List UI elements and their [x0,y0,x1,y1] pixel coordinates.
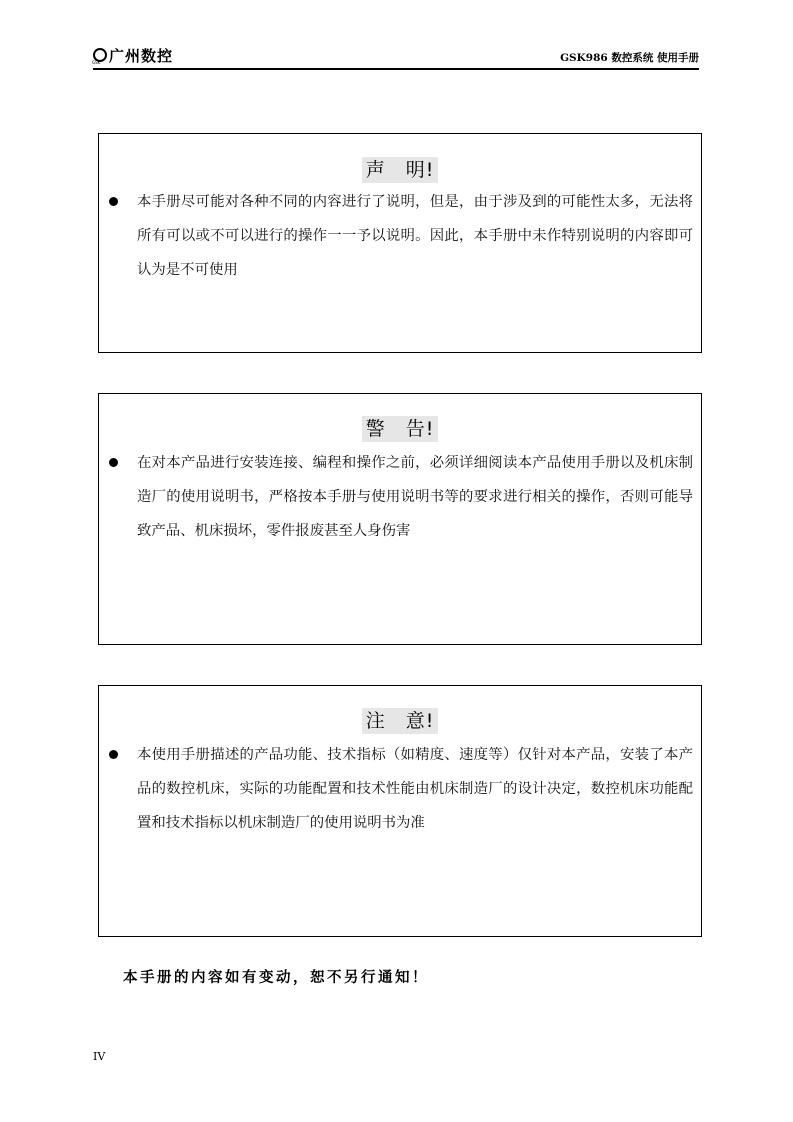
caution-box [98,685,702,937]
caution-heading: 注 意! [99,708,701,734]
bullet-icon [109,197,118,206]
document-title: GSK986 数控系统 使用手册 [560,52,699,64]
change-notice: 本手册的内容如有变动，恕不另行通知！ [123,970,429,986]
warning-heading: 警 告! [99,416,701,442]
bullet-icon [109,750,118,759]
company-logo [93,46,173,64]
caution-text: 本使用手册描述的产品功能、技术指标（如精度、速度等）仅针对本产品，安装了本产品的数控机床，实际的功能配置和技术性能由机床制造厂的设计决定，数控机床功能配置和技术指标以机床制造厂的使用说明书为准 [137,747,693,831]
logo-text: 广州数控 [109,46,174,65]
declaration-box [98,133,702,353]
declaration-text: 本手册尽可能对各种不同的内容进行了说明，但是，由于涉及到的可能性太多，无法将所有可以或不可以进行的操作一一予以说明。因此，本手册中未作特别说明的内容即可认为是不可使用 [137,194,693,278]
warning-text: 在对本产品进行安装连接、编程和操作之前，必须详细阅读本产品使用手册以及机床制造厂的使用说明书，严格按本手册与使用说明书等的要求进行相关的操作，否则可能导致产品、机床损坏，零件报废甚至人身伤害 [137,455,693,539]
bullet-icon [109,458,118,467]
gsk-logo-icon: GSK [93,48,107,62]
declaration-heading: 声 明! [99,157,701,183]
warning-box [98,393,702,645]
page-number: IV [93,1050,106,1063]
page-header [93,44,699,70]
